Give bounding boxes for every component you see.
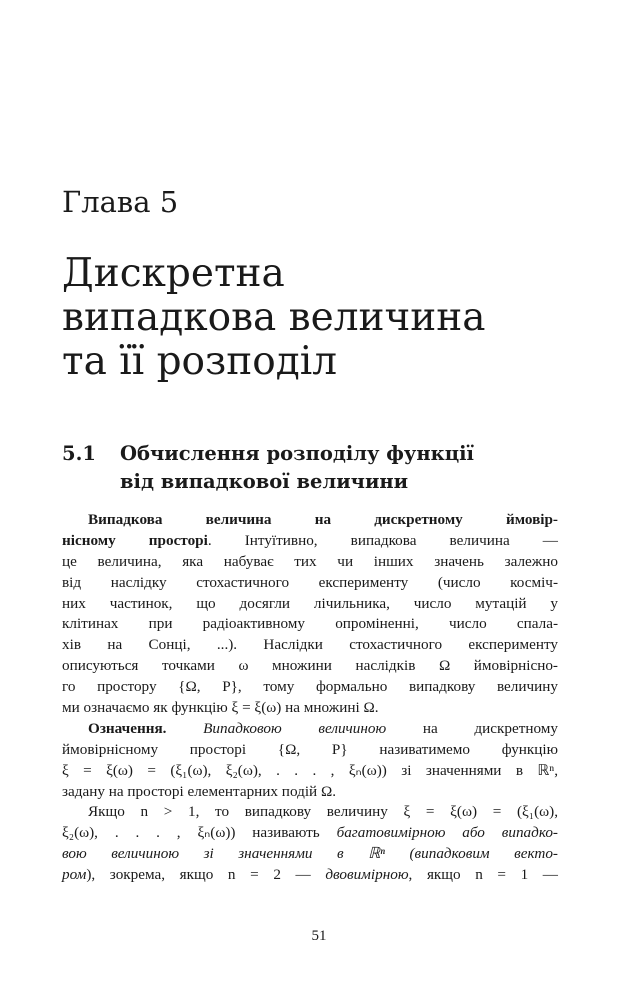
body-text — [62, 510, 558, 886]
defined-term: Випадковою величиною — [166, 719, 387, 737]
chapter-title-line: випадкова величина — [62, 295, 486, 340]
text-line: Означення. Випадковою величиною на дискретному — [88, 719, 558, 737]
section-title-line: Обчислення розподілу функції — [120, 442, 474, 465]
text-line: них частинок, що досягли лічильника, число мутацій у — [62, 594, 558, 612]
text-line — [62, 510, 558, 531]
chapter-title-line: та її розподіл — [62, 339, 338, 384]
section-number: 5.1 — [62, 442, 96, 465]
defined-term: багатовимірною або випадко- — [336, 824, 558, 842]
text-line: ξ = ξ(ω) = (ξ₁(ω), ξ₂(ω), . . . , ξₙ(ω)) зі значеннями в ℝⁿ, — [62, 761, 558, 779]
paragraph-lead-in: нісному просторі — [62, 531, 208, 549]
section-title-line: від випадкової величини — [120, 470, 409, 493]
text-line: го простору {Ω, P}, тому формально випадкову величину — [62, 678, 558, 696]
text-line: описуються точками ω множини наслідків Ω ймовірнісно- — [62, 657, 558, 675]
chapter-label: Глава 5 — [62, 185, 179, 219]
text-line: вою величиною зі значеннями в ℝⁿ (випадковим векто- — [62, 845, 558, 863]
defined-term: двовимірною — [325, 866, 409, 884]
text-line: задану на просторі елементарних подій Ω. — [62, 782, 337, 800]
text-line: хів на Сонці, ...). Наслідки стохастичного експерименту — [62, 636, 558, 654]
chapter-title-line: Дискретна — [62, 251, 285, 296]
text-line: клітинах при радіоактивному опроміненні, число спала- — [62, 615, 558, 633]
definition-label: Означення. — [88, 719, 167, 737]
text-line: ймовірнісному просторі {Ω, P} називатимемо функцію — [62, 740, 558, 758]
text-line: ξ₂(ω), . . . , ξₙ(ω)) називають багатовимірною або випадко- — [62, 824, 558, 842]
text-line: від наслідку стохастичного експерименту (число косміч- — [62, 573, 558, 591]
page-number: 51 — [311, 928, 327, 944]
text-line: це величина, яка набуває тих чи інших значень залежно — [62, 552, 558, 570]
text-line: нісному просторі. Інтуїтивно, випадкова величина — — [62, 531, 558, 549]
text-line: ром), зокрема, якщо n = 2 — двовимірною, якщо n = 1 — — [62, 866, 558, 884]
chapter-title — [62, 252, 486, 384]
paragraph-lead-in: Випадкова величина на дискретному ймовір- — [88, 511, 558, 528]
text-line: ми означаємо як функцію ξ = ξ(ω) на множині Ω. — [62, 699, 379, 717]
text-line: Якщо n > 1, то випадкову величину ξ = ξ(ω) = (ξ₁(ω), — [88, 803, 558, 821]
